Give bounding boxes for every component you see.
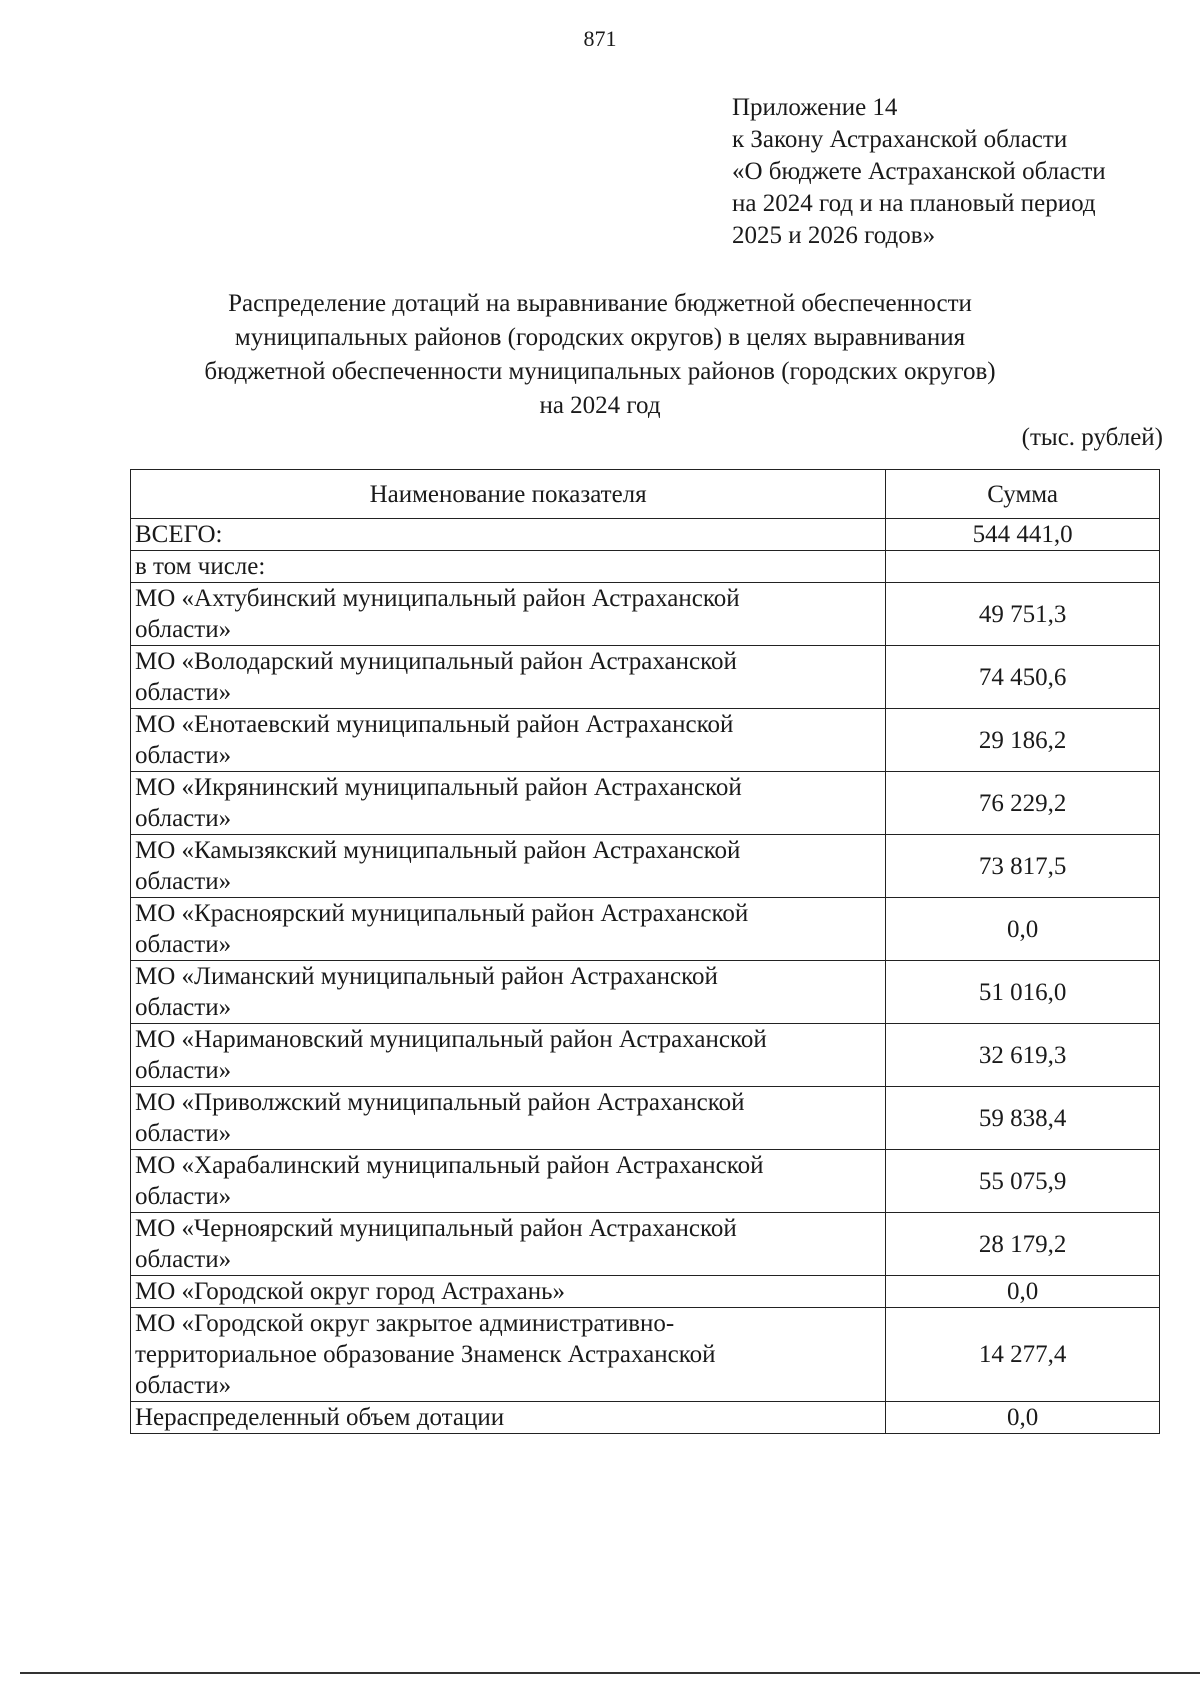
document-title <box>140 287 1060 423</box>
header-name-cell: Наименование показателя <box>131 470 886 519</box>
row-name-line: МО «Володарский муниципальный район Астраханской <box>135 648 737 675</box>
row-name-line: МО «Красноярский муниципальный район Астраханской <box>135 900 749 927</box>
table-row <box>131 1087 1160 1150</box>
row-sum-cell: 73 817,5 <box>886 835 1160 898</box>
row-sum-cell: 74 450,6 <box>886 646 1160 709</box>
row-name-line: МО «Приволжский муниципальный район Астраханской <box>135 1089 745 1116</box>
row-name-cell <box>131 1087 886 1150</box>
total-sum: 544 441,0 <box>886 519 1160 551</box>
table-row <box>131 1308 1160 1402</box>
row-name-line: области» <box>135 742 232 769</box>
row-name-line: территориальное образование Знаменск Астраханской <box>135 1341 716 1368</box>
table-row <box>131 583 1160 646</box>
table-row <box>131 1024 1160 1087</box>
header-sum-cell: Сумма <box>886 470 1160 519</box>
row-sum-cell: 0,0 <box>886 1276 1160 1308</box>
row-name-line: области» <box>135 1372 232 1399</box>
row-sum-cell: 32 619,3 <box>886 1024 1160 1087</box>
row-name-line: МО «Городской округ город Астрахань» <box>135 1278 565 1305</box>
row-name-line: МО «Городской округ закрытое административно- <box>135 1310 675 1337</box>
row-name-line: области» <box>135 868 232 895</box>
row-name-cell <box>131 1213 886 1276</box>
row-name-line: области» <box>135 931 232 958</box>
row-name-line: области» <box>135 1057 232 1084</box>
row-sum-cell: 51 016,0 <box>886 961 1160 1024</box>
row-name-line: МО «Камызякский муниципальный район Астраханской <box>135 837 741 864</box>
table-row <box>131 1402 1160 1434</box>
row-name-line: МО «Наримановский муниципальный район Астраханской <box>135 1026 767 1053</box>
unit-label: (тыс. рублей) <box>1021 424 1163 451</box>
table-row <box>131 1276 1160 1308</box>
total-label: ВСЕГО: <box>131 519 886 551</box>
table-row <box>131 646 1160 709</box>
row-name-cell <box>131 1402 886 1434</box>
row-name-cell <box>131 1024 886 1087</box>
title-line: муниципальных районов (городских округов) в целях выравнивания <box>234 324 966 351</box>
row-name-line: МО «Лиманский муниципальный район Астраханской <box>135 963 718 990</box>
row-name-cell <box>131 772 886 835</box>
row-name-line: МО «Ахтубинский муниципальный район Астраханской <box>135 585 740 612</box>
table-header-row <box>131 470 1160 519</box>
row-name-line: области» <box>135 1246 232 1273</box>
table-row <box>131 898 1160 961</box>
row-name-line: МО «Черноярский муниципальный район Астраханской <box>135 1215 737 1242</box>
row-name-line: области» <box>135 1183 232 1210</box>
row-name-cell <box>131 1308 886 1402</box>
table-row <box>131 1150 1160 1213</box>
row-sum-cell: 0,0 <box>886 898 1160 961</box>
row-sum-cell: 28 179,2 <box>886 1213 1160 1276</box>
appendix-line: 2025 и 2026 годов» <box>732 222 936 249</box>
row-name-cell <box>131 961 886 1024</box>
total-row <box>131 519 1160 551</box>
row-sum-cell: 49 751,3 <box>886 583 1160 646</box>
row-name-cell <box>131 646 886 709</box>
row-sum-cell: 59 838,4 <box>886 1087 1160 1150</box>
table-row <box>131 961 1160 1024</box>
row-name-line: области» <box>135 679 232 706</box>
row-name-line: МО «Харабалинский муниципальный район Астраханской <box>135 1152 764 1179</box>
appendix-line: к Закону Астраханской области <box>732 126 1068 153</box>
row-name-line: области» <box>135 616 232 643</box>
footer-rule <box>20 1672 1200 1674</box>
table-row <box>131 1213 1160 1276</box>
title-line: бюджетной обеспеченности муниципальных районов (городских округов) <box>204 358 996 385</box>
appendix-header <box>732 92 1172 252</box>
row-name-cell <box>131 1276 886 1308</box>
including-label: в том числе: <box>131 551 886 583</box>
row-sum-cell: 0,0 <box>886 1402 1160 1434</box>
title-line: на 2024 год <box>539 392 661 419</box>
subsidy-table <box>130 469 1160 1434</box>
page-number: 871 <box>583 26 617 51</box>
row-sum-cell: 55 075,9 <box>886 1150 1160 1213</box>
table-row <box>131 772 1160 835</box>
table-body <box>131 519 1160 1434</box>
row-name-cell <box>131 1150 886 1213</box>
table-row <box>131 709 1160 772</box>
row-name-line: МО «Икрянинский муниципальный район Астраханской <box>135 774 742 801</box>
row-name-cell <box>131 583 886 646</box>
row-name-line: области» <box>135 994 232 1021</box>
appendix-line: Приложение 14 <box>732 94 898 121</box>
including-row <box>131 551 1160 583</box>
row-sum-cell: 29 186,2 <box>886 709 1160 772</box>
appendix-line: на 2024 год и на плановый период <box>732 190 1096 217</box>
row-sum-cell: 14 277,4 <box>886 1308 1160 1402</box>
row-name-line: МО «Енотаевский муниципальный район Астраханской <box>135 711 734 738</box>
table-row <box>131 835 1160 898</box>
row-name-line: области» <box>135 1120 232 1147</box>
title-line: Распределение дотаций на выравнивание бюджетной обеспеченности <box>228 290 972 317</box>
row-sum-cell: 76 229,2 <box>886 772 1160 835</box>
row-name-line: Нераспределенный объем дотации <box>135 1404 505 1431</box>
row-name-cell <box>131 898 886 961</box>
appendix-line: «О бюджете Астраханской области <box>732 158 1106 185</box>
including-sum-empty <box>886 551 1160 583</box>
row-name-cell <box>131 835 886 898</box>
row-name-line: области» <box>135 805 232 832</box>
row-name-cell <box>131 709 886 772</box>
